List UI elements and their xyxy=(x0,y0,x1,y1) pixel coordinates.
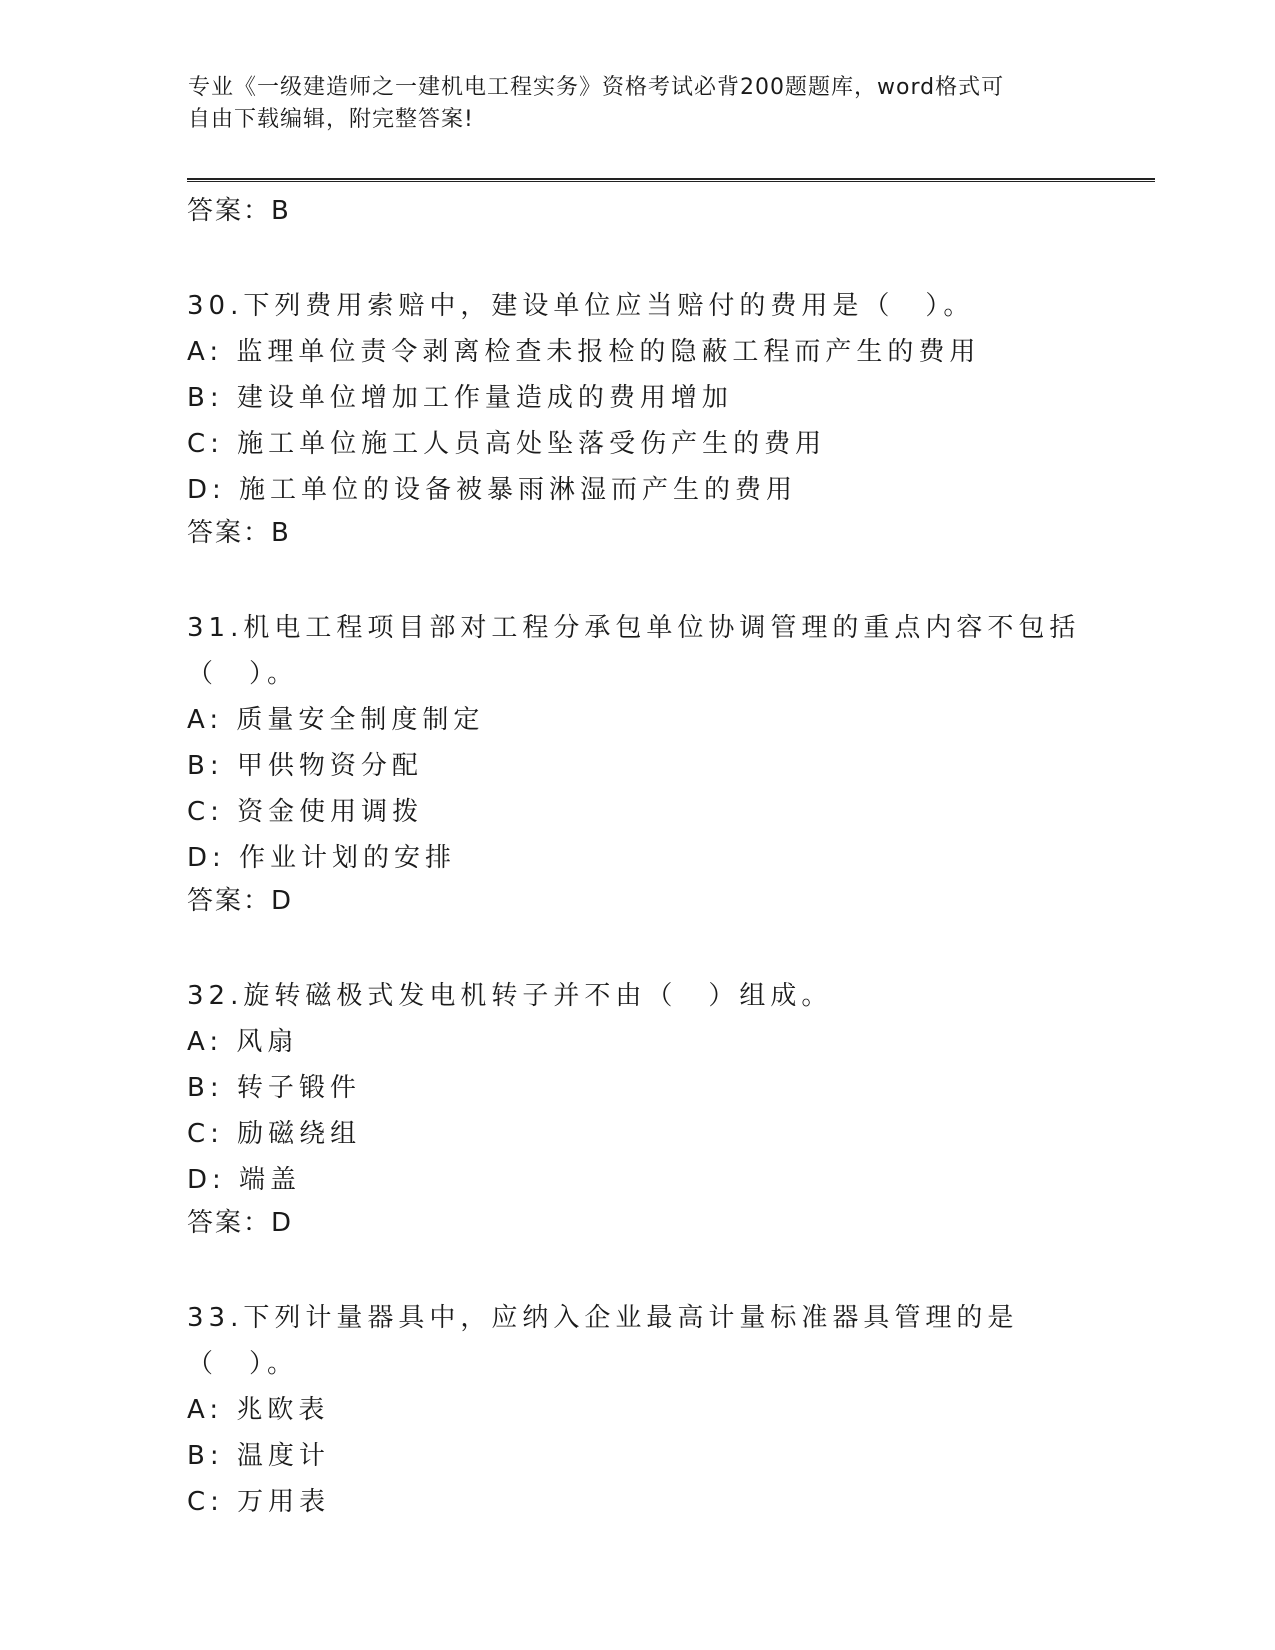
question-list xyxy=(187,191,1087,1525)
option-b: B: 建设单位增加工作量造成的费用增加 xyxy=(187,383,733,413)
header-divider xyxy=(187,178,1155,182)
option-c: C: 万用表 xyxy=(187,1487,331,1517)
option-b: B: 转子锻件 xyxy=(187,1073,361,1103)
question-32 xyxy=(187,973,1087,1243)
header-line-2: 自由下载编辑，附完整答案! xyxy=(188,107,474,132)
header-line-1: 专业《一级建造师之一建机电工程实务》资格考试必背200题题库，word格式可 xyxy=(188,75,1005,100)
option-b: B: 甲供物资分配 xyxy=(187,751,423,781)
question-stem: 30.下列费用索赔中，建设单位应当赔付的费用是（ ）。 xyxy=(187,291,975,321)
answer-line: 答案：D xyxy=(187,1208,294,1238)
option-d: D: 施工单位的设备被暴雨淋湿而产生的费用 xyxy=(187,475,798,505)
question-stem: 32.旋转磁极式发电机转子并不由（ ）组成。 xyxy=(187,981,833,1011)
page-header xyxy=(188,72,1088,136)
answer-line: 答案：D xyxy=(187,886,294,916)
option-a: A: 监理单位责令剥离检查未报检的隐蔽工程而产生的费用 xyxy=(187,337,981,367)
option-d: D: 端盖 xyxy=(187,1165,302,1195)
question-31 xyxy=(187,605,1087,921)
option-c: C: 励磁绕组 xyxy=(187,1119,362,1149)
question-33 xyxy=(187,1295,1087,1525)
option-a: A: 质量安全制度制定 xyxy=(187,705,485,735)
answer-line: 答案：B xyxy=(187,518,291,548)
spacer xyxy=(187,1243,1087,1295)
spacer xyxy=(187,921,1087,973)
option-d: D: 作业计划的安排 xyxy=(187,843,457,873)
option-b: B: 温度计 xyxy=(187,1441,330,1471)
question-stem: 31.机电工程项目部对工程分承包单位协调管理的重点内容不包括（ ）。 xyxy=(187,613,1081,689)
option-c: C: 施工单位施工人员高处坠落受伤产生的费用 xyxy=(187,429,827,459)
question-30 xyxy=(187,283,1087,553)
spacer xyxy=(187,553,1087,605)
question-stem: 33.下列计量器具中，应纳入企业最高计量标准器具管理的是（ ）。 xyxy=(187,1303,1019,1379)
option-c: C: 资金使用调拨 xyxy=(187,797,424,827)
option-a: A: 兆欧表 xyxy=(187,1395,330,1425)
answer-line: 答案：B xyxy=(187,196,291,226)
spacer xyxy=(187,231,1087,283)
option-a: A: 风扇 xyxy=(187,1027,299,1057)
